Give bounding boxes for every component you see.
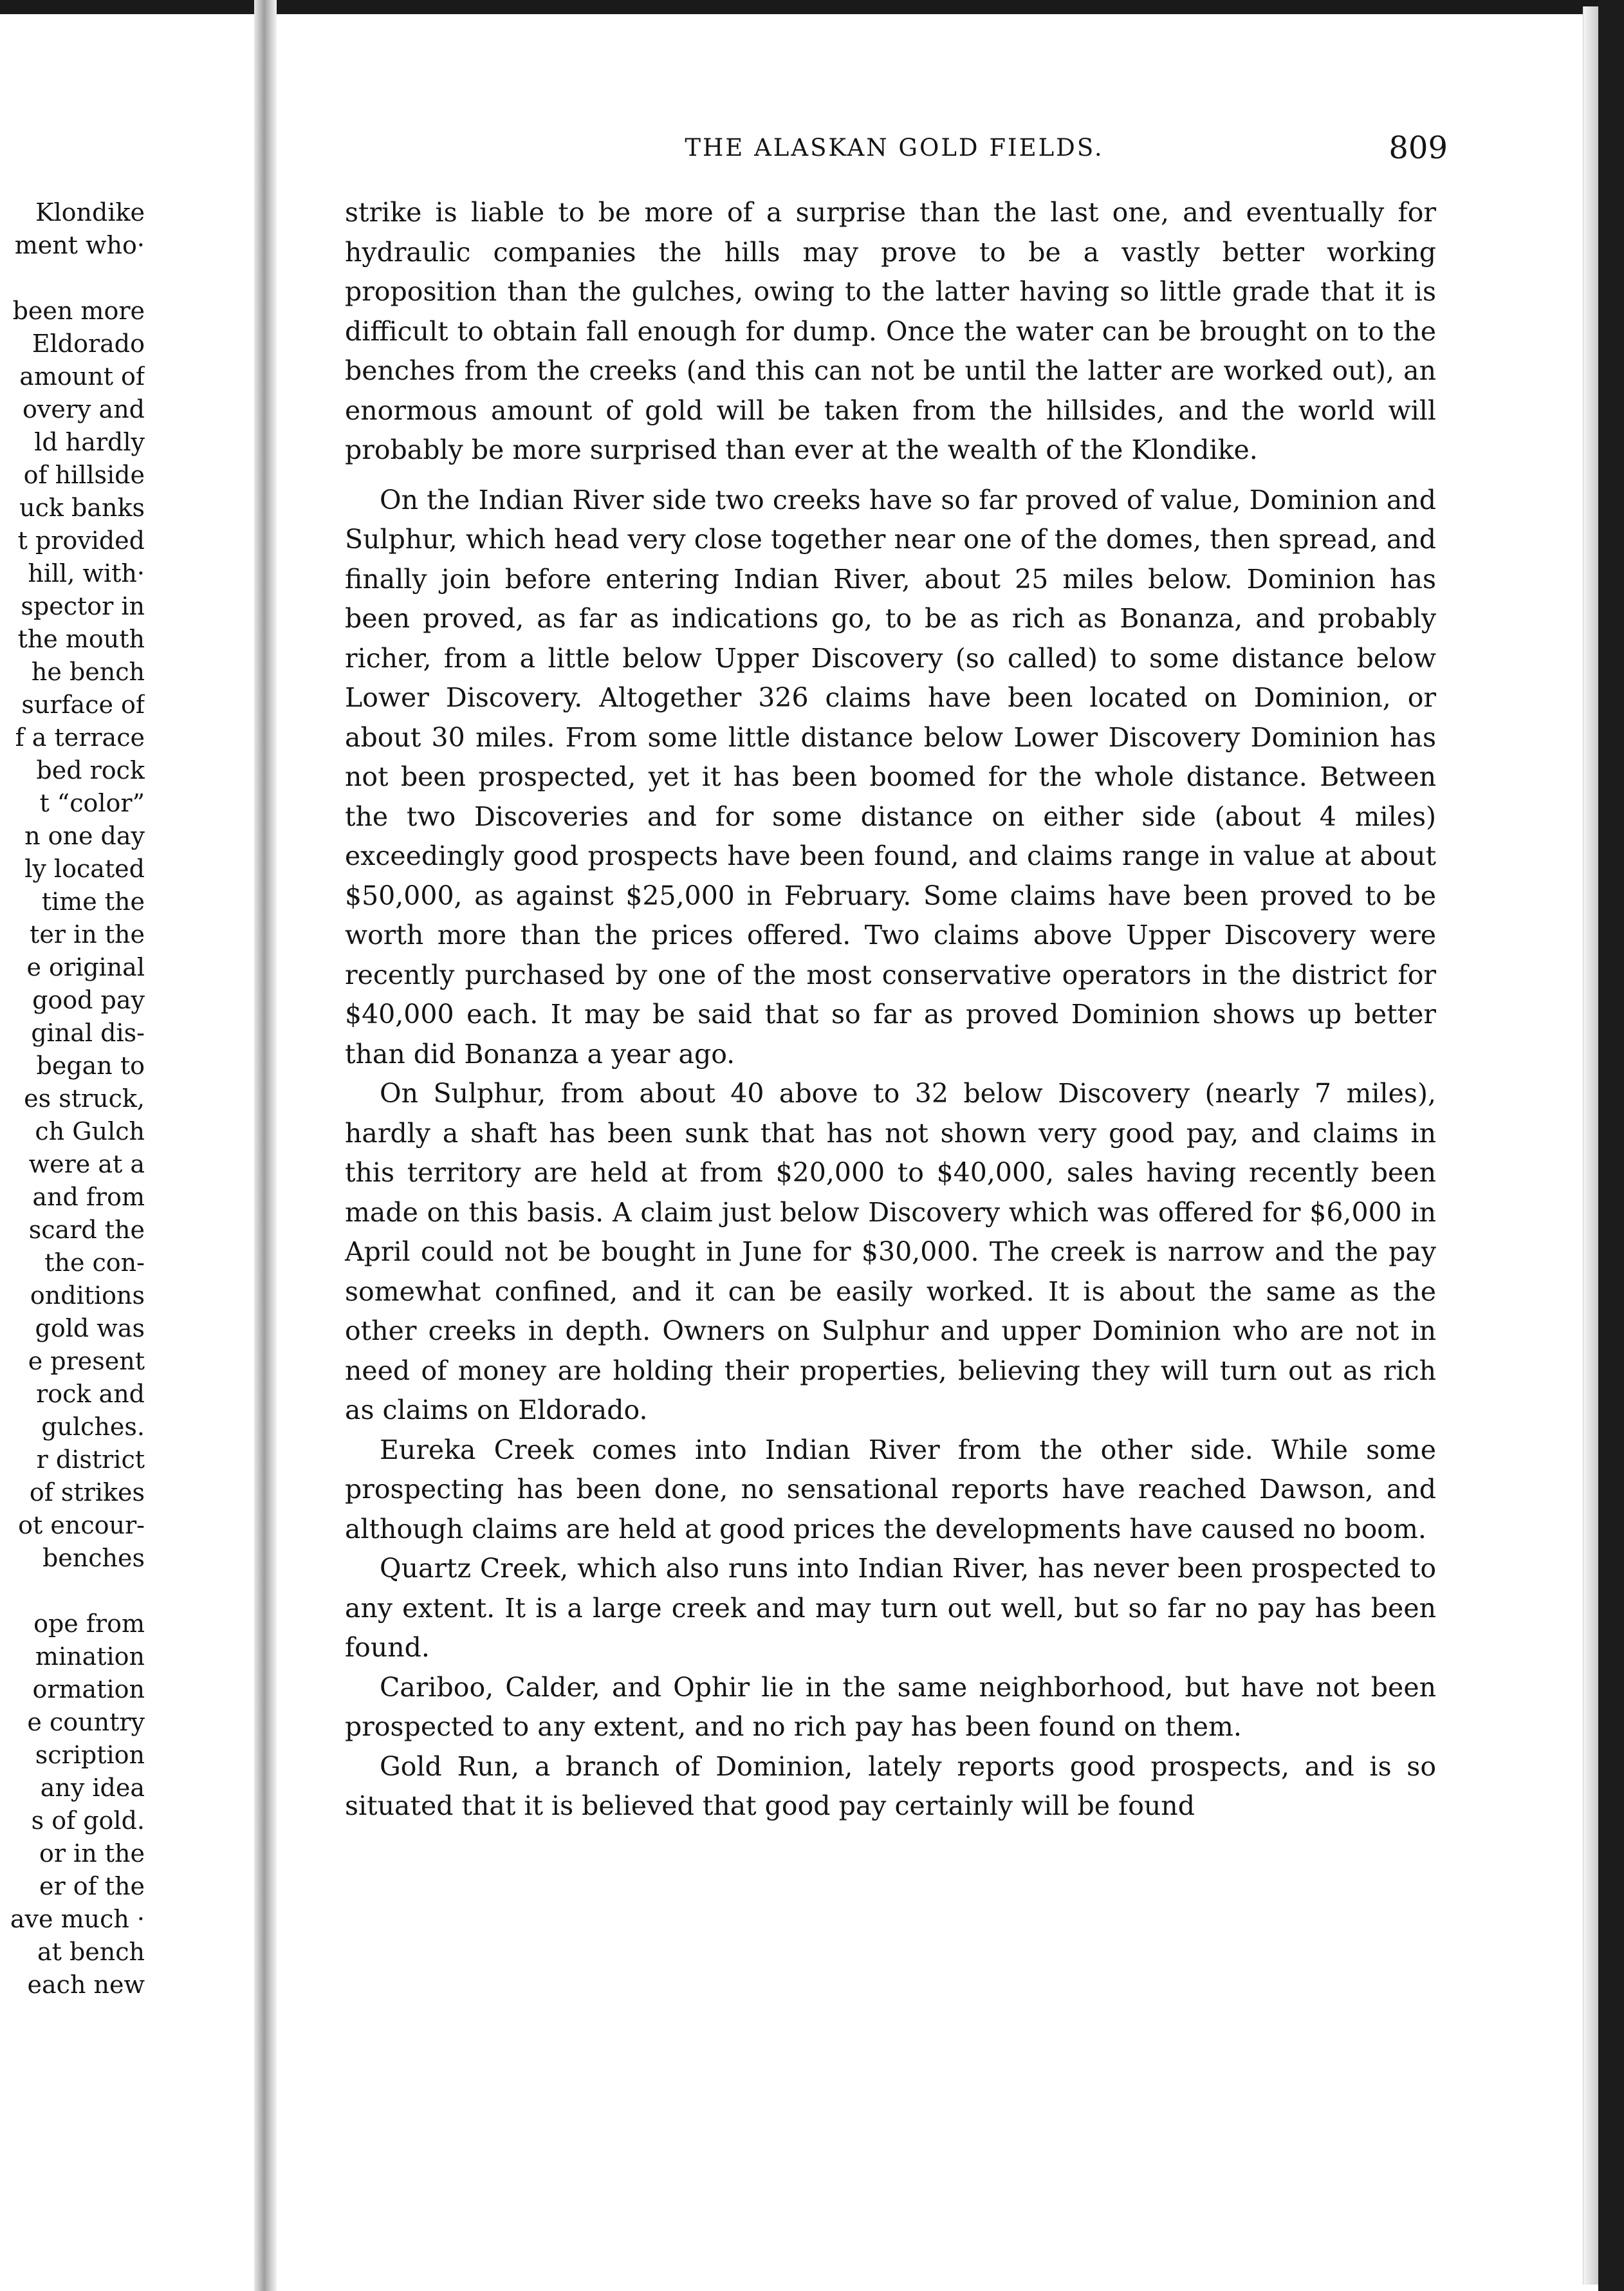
left-page-line: began to (36, 1052, 145, 1080)
left-page-line: t provided (17, 526, 145, 555)
left-page-line: good pay (32, 986, 145, 1014)
left-page-line: Eldorado (32, 329, 145, 358)
left-page-line (0, 262, 145, 295)
left-page-line: Klondike (35, 198, 145, 227)
left-page-line: he bench (31, 658, 145, 686)
left-page-line: were at a (28, 1150, 145, 1178)
left-page-line: s of gold. (31, 1806, 145, 1835)
scan-right-border (1598, 0, 1624, 2291)
left-page-line: uck banks (19, 494, 145, 522)
left-page-line: gold was (35, 1314, 145, 1342)
left-page-line: been more (12, 297, 145, 325)
left-page-line: ope from (33, 1609, 145, 1638)
left-page-line: benches (42, 1544, 145, 1572)
left-page-line: and from (32, 1183, 145, 1211)
paragraph: On Sulphur, from about 40 above to 32 below Discovery (nearly 7 miles), hardly a shaft has been sunk that has not shown very good pay, and claims in this territory are held at from $20,000 to $40,000, sales having recently been made on this basis. A claim just below Discovery which was offered for $6,000 in April could not be bought in June for $30,000. The creek is narrow and the pay somewhat confined, and it can be easily worked. It is about the same as the other creeks in depth. Owners on Sulphur and upper Dominion who are not in need of money are holding their properties, believing they will turn out as rich as claims on Eldorado. (345, 1078, 1436, 1425)
left-page-line: amount of (19, 362, 145, 391)
left-page-line: the con- (44, 1248, 145, 1277)
left-page-line: es struck, (24, 1084, 145, 1113)
left-page-line: e present (28, 1347, 145, 1375)
left-page-line (0, 1575, 145, 1608)
page-body (345, 193, 1436, 1826)
paragraph: strike is liable to be more of a surprise than the last one, and eventually for hydraulic companies the hills may prove to be a vastly better working proposition than the gulches, owing to the latter having so little grade that it is difficult to obtain fall enough for dump. Once the water can be brought on to the benches from the creeks (and this can not be until the latter are worked out), an enormous amount of gold will be taken from the hillsides, and the world will probably be more surprised than ever at the wealth of the Klondike. (345, 197, 1436, 465)
left-page-line: ment who· (14, 231, 145, 259)
page-number: 809 (1389, 130, 1448, 166)
left-page-line: mination (35, 1642, 145, 1671)
left-page-line: ter in the (30, 920, 145, 949)
left-page-line: any idea (40, 1774, 145, 1802)
paragraph: Cariboo, Calder, and Ophir lie in the same neighborhood, but have not been prospected to any extent, and no rich pay has been found on them. (345, 1671, 1436, 1742)
left-page-line: spector in (21, 592, 145, 620)
running-head: THE ALASKAN GOLD FIELDS. (685, 134, 1104, 162)
left-page-line: ch Gulch (35, 1117, 145, 1146)
left-page-line: ave much · (10, 1905, 145, 1933)
left-page-line: of hillside (23, 461, 145, 489)
paragraph: On the Indian River side two creeks have so far proved of value, Dominion and Sulphur, which head very close together near one of the domes, then spread, and finally join before entering Indian River, about 25 miles below. Dominion has been proved, as far as indications go, to be as rich as Bonanza, and probably richer, from a little below Upper Discovery (so called) to some distance below Lower Discovery. Altogether 326 claims have been located on Dominion, or about 30 miles. From some little distance below Lower Discovery Dominion has not been prospected, yet it has been boomed for the whole distance. Between the two Discoveries and for some distance on either side (about 4 miles) exceedingly good prospects have been found, and claims range in value at about $50,000, as against $25,000 in February. Some claims have been proved to be worth more than the prices offered. Two claims above Upper Discovery were recently purchased by one of the most conservative operators in the district for $40,000 each. It may be said that so far as proved Dominion shows up better than did Bonanza a year ago. (345, 484, 1436, 1070)
scan-top-border (0, 0, 1624, 14)
left-page-line: ot encour- (18, 1511, 145, 1539)
left-page-line: scard the (28, 1216, 145, 1244)
book-gutter (254, 0, 277, 2291)
left-page-line: onditions (30, 1281, 145, 1310)
left-page-line: the mouth (17, 625, 145, 653)
left-page-line: t “color” (39, 789, 145, 817)
paragraph: Gold Run, a branch of Dominion, lately reports good prospects, and is so situated that it is believed that good pay certainly will be found (345, 1750, 1436, 1821)
left-page-line: ly located (24, 855, 145, 883)
left-page-line: ormation (32, 1675, 145, 1703)
left-page-line: each new (27, 1971, 145, 1999)
left-page-line: r district (36, 1445, 145, 1474)
left-page-line: er of the (39, 1872, 145, 1900)
left-page-line: rock and (36, 1380, 145, 1408)
left-page-line: surface of (21, 691, 145, 719)
left-page-line: or in the (39, 1839, 145, 1868)
previous-page-fragment (0, 196, 145, 2063)
page-edge (1583, 6, 1599, 2285)
left-page-line: time the (41, 887, 145, 916)
left-page-line: scription (35, 1741, 145, 1769)
left-page-line: ginal dis- (31, 1019, 145, 1047)
left-page-line: f a terrace (15, 723, 145, 752)
left-page-line: overy and (23, 395, 145, 423)
left-page-line: e original (26, 953, 145, 981)
left-page-line: ld hardly (34, 428, 145, 456)
left-page-line: e country (27, 1708, 145, 1736)
paragraph: Eureka Creek comes into Indian River from the other side. While some prospecting has been done, no sensational reports have reached Dawson, and although claims are held at good prices the developments have caused no boom. (345, 1434, 1436, 1544)
left-page-line: n one day (24, 822, 145, 850)
left-page-line: gulches. (41, 1413, 145, 1441)
left-page-line: at bench (37, 1938, 145, 1966)
left-page-line: bed rock (36, 756, 145, 784)
left-page-line: hill, with· (28, 559, 145, 588)
left-page-line: of strikes (29, 1478, 145, 1507)
paragraph: Quartz Creek, which also runs into Indian River, has never been prospected to any extent. It is a large creek and may turn out well, but so far no pay has been found. (345, 1553, 1436, 1663)
